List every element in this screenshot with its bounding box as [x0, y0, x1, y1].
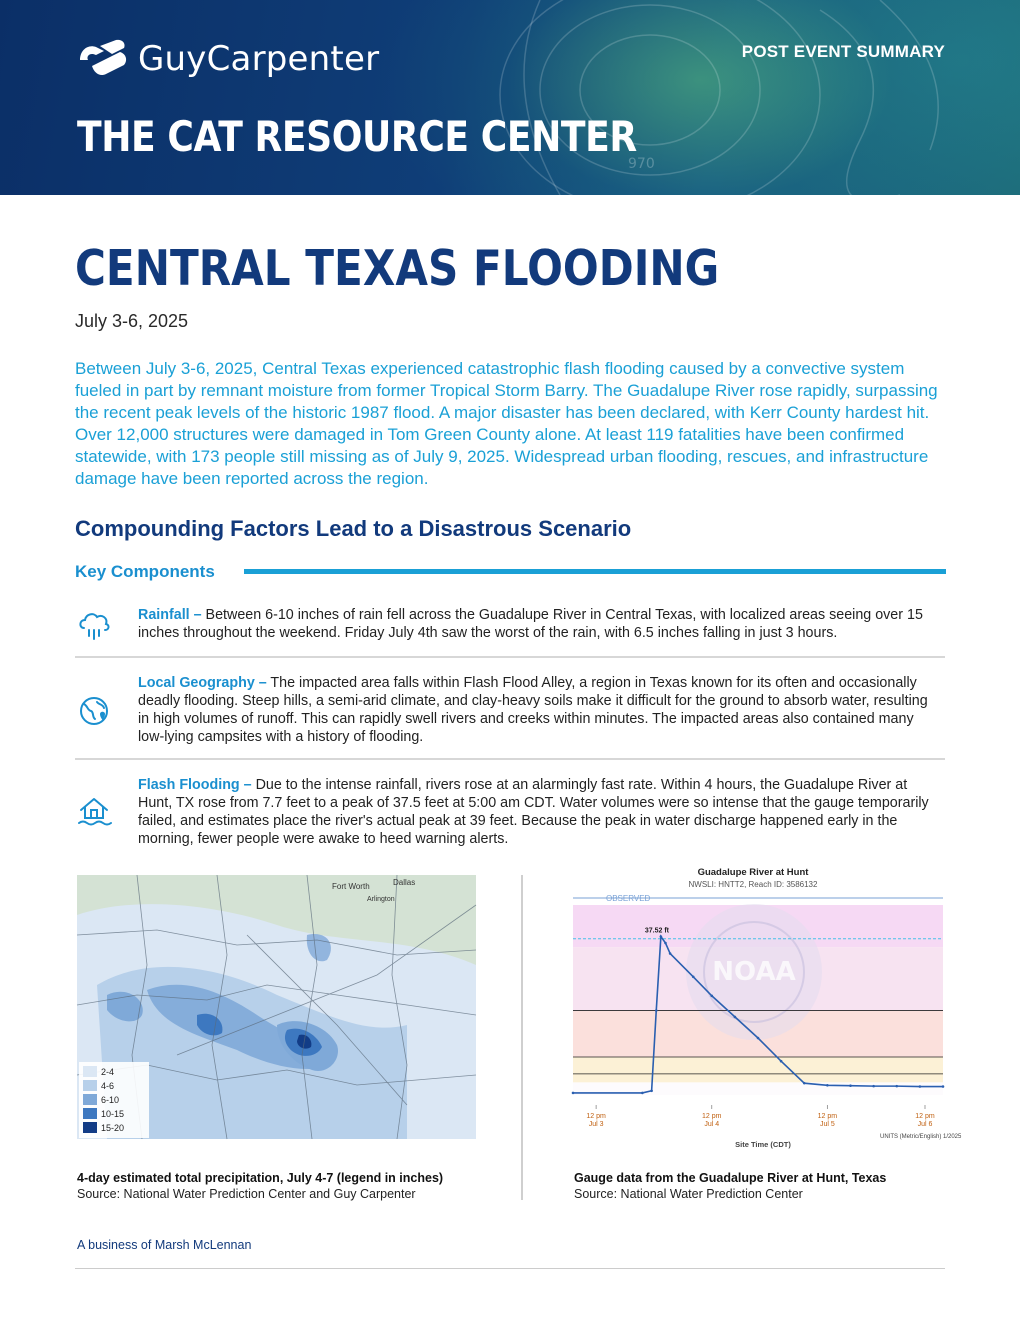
- legend-swatch: [83, 1080, 97, 1091]
- stage-point: [826, 1084, 829, 1087]
- city-label: Dallas: [393, 878, 416, 887]
- gauge-chart: [568, 860, 962, 1150]
- stage-point: [669, 952, 672, 955]
- stage-point: [692, 975, 695, 978]
- component-flash-flooding: [75, 774, 945, 854]
- legend-swatch: [83, 1108, 97, 1119]
- component-text: [138, 606, 938, 642]
- stage-point: [803, 1082, 806, 1085]
- stage-point: [872, 1085, 875, 1088]
- brand-logo: [76, 38, 379, 80]
- stage-point: [650, 1089, 653, 1092]
- legend-label: 15-20: [101, 1123, 125, 1133]
- cloud-rain-icon: [75, 606, 113, 644]
- section-title: Compounding Factors Lead to a Disastrous Scenario: [75, 516, 632, 541]
- precipitation-map-svg: [77, 875, 476, 1139]
- city-label: Fort Worth: [332, 882, 370, 891]
- stage-point: [710, 994, 713, 997]
- map-caption-source: Source: National Water Prediction Center and Guy Carpenter: [77, 1187, 416, 1201]
- legend-label: 6-10: [101, 1095, 120, 1105]
- figure-separator: [521, 875, 523, 1200]
- brand-name: GuyCarpenter: [138, 39, 380, 79]
- corner-note: UNITS (Metric/English) 1/2025: [880, 1134, 962, 1140]
- component-rainfall: [75, 604, 945, 648]
- chart-caption: [574, 1170, 886, 1202]
- guy-carpenter-logo-icon: [76, 38, 130, 80]
- stage-point: [572, 1092, 575, 1095]
- flood-stage-band: [573, 1057, 943, 1082]
- legend-label: 2-4: [101, 1067, 115, 1077]
- house-flood-icon: [75, 792, 113, 830]
- x-tick-label: Jul 4: [704, 1121, 720, 1128]
- component-body: Between 6-10 inches of rain fell across the Guadalupe River in Central Texas, with localized areas seeing over 15 inches throughout the weekend. Friday July 4th saw the worst of the rain, with 6.5 inches falling in just 3 hours.: [138, 607, 923, 641]
- x-tick-label: 12 pm: [817, 1113, 838, 1120]
- stage-point: [919, 1085, 922, 1088]
- legend-label: 4-6: [101, 1081, 115, 1091]
- map-legend: [79, 1062, 149, 1138]
- key-components-label: Key Components: [75, 562, 215, 581]
- component-body: Due to the intense rainfall, rivers rose at an alarmingly fast rate. Within 4 hours, the Guadalupe River at Hunt, TX rose from 7.7 feet to a peak of 37.5 feet at 5:00 am CDT. Water volumes were so intense that the gauge temporarily failed, and estimates place the river's actual peak at 39 feet. Because the peak in water discharge happened early in the morning, fewer people were awake to heed warning alerts.: [138, 777, 929, 847]
- chart-caption-title: Gauge data from the Guadalupe River at Hunt, Texas: [574, 1171, 887, 1185]
- key-components-header: [75, 561, 945, 585]
- legend-swatch: [83, 1122, 97, 1133]
- component-text: [138, 776, 938, 848]
- stage-point: [655, 1009, 658, 1012]
- legend-swatch: [83, 1094, 97, 1105]
- noaa-watermark: [686, 904, 822, 1040]
- stage-point: [641, 1092, 644, 1095]
- page-title: CENTRAL TEXAS FLOODING: [75, 240, 720, 297]
- event-date: July 3-6, 2025: [75, 311, 189, 331]
- x-tick-label: Jul 5: [819, 1121, 835, 1128]
- component-divider: [75, 758, 945, 760]
- header-banner: [0, 0, 1020, 195]
- component-lead: Rainfall –: [138, 607, 202, 623]
- stage-point: [849, 1084, 852, 1087]
- legend-swatch: [83, 1066, 97, 1077]
- gauge-chart-svg: [568, 860, 962, 1150]
- component-text: [138, 674, 938, 746]
- chart-title: Guadalupe River at Hunt: [697, 867, 809, 878]
- footer-text: A business of Marsh McLennan: [77, 1238, 252, 1252]
- stage-point: [942, 1085, 945, 1088]
- stage-point: [664, 942, 667, 945]
- intro-paragraph: Between July 3-6, 2025, Central Texas experienced catastrophic flash flooding caused by a convective system fueled in part by remnant moisture from former Tropical Storm Barry. The Guadalupe River rose rapidly, surpassing the recent peak levels of the historic 1987 flood. A major disaster has been declared, with Kerr County hardest hit. Over 12,000 structures were damaged in Tom Green County alone. At least 119 fatalities have been confirmed statewide, with 173 people still missing as of July 9, 2025. Widespread urban flooding, rescues, and infrastructure damage have been reported across the region.: [75, 359, 938, 488]
- component-lead: Local Geography –: [138, 675, 267, 691]
- map-caption-title: 4-day estimated total precipitation, July 4-7 (legend in inches): [77, 1171, 444, 1185]
- map-pressure-label: 970: [628, 156, 655, 172]
- component-local-geography: [75, 672, 945, 752]
- stage-point: [757, 1037, 760, 1040]
- x-tick-label: Jul 6: [917, 1121, 933, 1128]
- stage-point: [895, 1085, 898, 1088]
- footer-rule: [75, 1268, 945, 1269]
- component-lead: Flash Flooding –: [138, 777, 252, 793]
- chart-caption-source: Source: National Water Prediction Center: [574, 1187, 803, 1201]
- map-caption: [77, 1170, 443, 1202]
- watermark-text: NOAA: [712, 957, 796, 987]
- x-tick-label: Jul 3: [588, 1121, 604, 1128]
- city-label: Arlington: [367, 896, 395, 903]
- component-body: The impacted area falls within Flash Flood Alley, a region in Texas known for its often and occasionally deadly flooding. Steep hills, a semi-arid climate, and clay-heavy soils make it difficult for the ground to absorb water, resulting in high volumes of runoff. This can rapidly swell rivers and creeks within minutes. The impacted areas also contained many low-lying campsites with a history of flooding.: [138, 675, 928, 745]
- x-tick-label: 12 pm: [586, 1113, 606, 1120]
- x-tick-label: 12 pm: [702, 1113, 722, 1120]
- x-tick-label: 12 pm: [915, 1113, 935, 1120]
- chart-subtitle: NWSLI: HNTT2, Reach ID: 3586132: [688, 880, 818, 889]
- legend-label: 10-15: [101, 1109, 125, 1119]
- stage-point: [780, 1060, 783, 1063]
- component-divider: [75, 656, 945, 658]
- x-axis-label: Site Time (CDT): [735, 1140, 791, 1149]
- peak-label: 37.52 ft: [644, 927, 669, 935]
- stage-point: [734, 1016, 737, 1019]
- weather-map-background: [0, 0, 1020, 195]
- banner-title: THE CAT RESOURCE CENTER: [77, 112, 637, 161]
- stage-point: [660, 935, 663, 938]
- post-event-tag: POST EVENT SUMMARY: [741, 42, 945, 61]
- precipitation-map: [77, 875, 476, 1139]
- observed-label: OBSERVED: [606, 894, 651, 903]
- globe-pin-icon: [75, 692, 113, 730]
- key-components-rule: [244, 569, 946, 574]
